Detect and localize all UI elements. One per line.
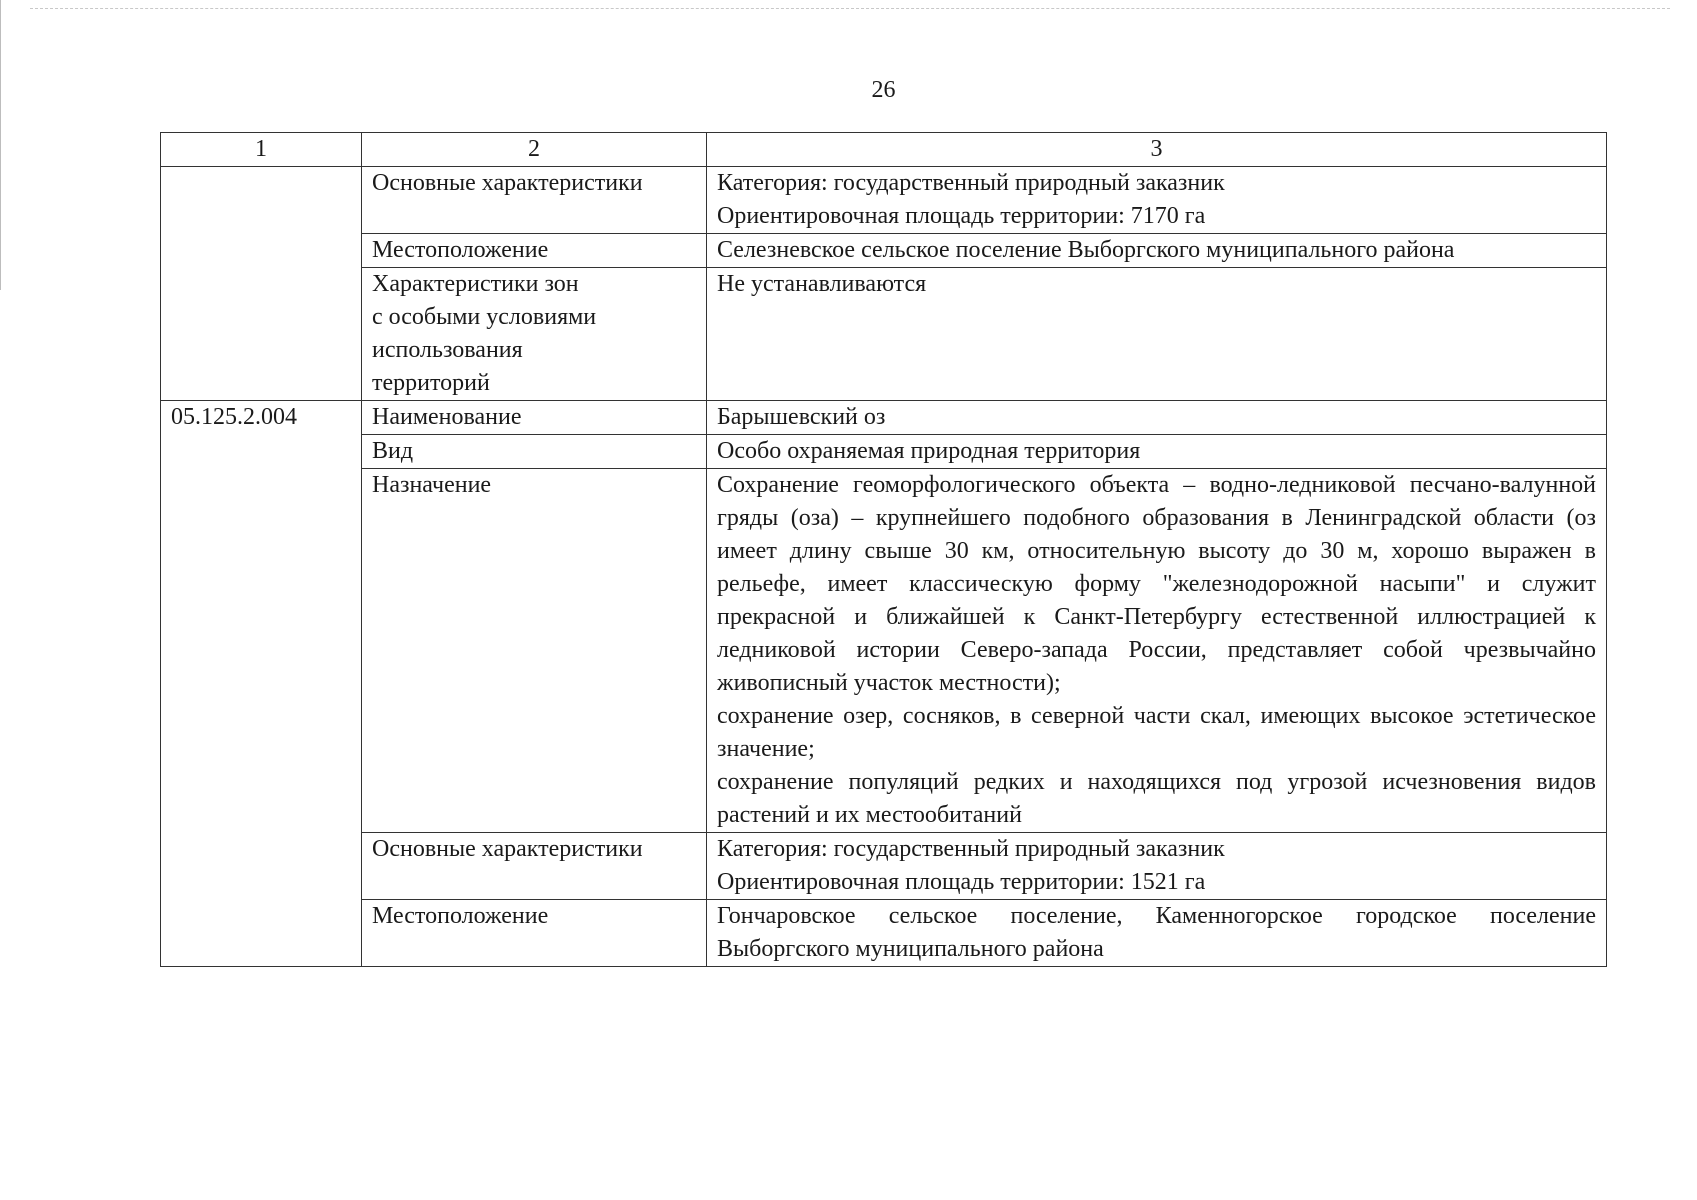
row-label: Основные характеристики — [362, 167, 707, 234]
value-line: Ориентировочная площадь территории: 1521 га — [717, 869, 1206, 895]
label-line: с особыми условиями — [372, 304, 597, 330]
row-value — [707, 833, 1607, 900]
value-line: Селезневское сельское поселение Выборгского муниципального района — [717, 237, 1455, 263]
scan-left-edge — [0, 0, 1, 290]
table-row — [161, 435, 1607, 469]
label-line: территорий — [372, 370, 490, 396]
value-line: Особо охраняемая природная территория — [717, 438, 1141, 464]
row-label: Назначение — [362, 469, 707, 833]
value-paragraph: Сохранение геоморфологического объекта – водно-ледниковой песчано-валунной гряды (оза) – крупнейшего подобного образования в Ленинградской области (оз имеет длину свыше 30 км, относительную высоту до 30 м, хорошо выражен в рельефе, имеет классическую форму "железнодорожной насыпи" и служит прекрасной и ближайшей к Санкт-Петербургу естественной иллюстрацией к ледниковой истории Северо-запада России, представляет собой чрезвычайно живописный участок местности); — [717, 472, 1596, 696]
header-cell-1: 1 — [161, 133, 362, 167]
table-header-row — [161, 133, 1607, 167]
table-row — [161, 833, 1607, 900]
row-value — [707, 234, 1607, 268]
value-line: Ориентировочная площадь территории: 7170 га — [717, 203, 1206, 229]
row-value — [707, 435, 1607, 469]
table-row — [161, 234, 1607, 268]
value-line: Категория: государственный природный заказник — [717, 836, 1225, 862]
object-code-cell: 05.125.2.004 — [161, 401, 362, 967]
table-row — [161, 401, 1607, 435]
row-label: Основные характеристики — [362, 833, 707, 900]
row-label: Наименование — [362, 401, 707, 435]
row-label: Местоположение — [362, 234, 707, 268]
value-line: Категория: государственный природный заказник — [717, 170, 1225, 196]
row-value — [707, 268, 1607, 401]
value-line: Не устанавливаются — [717, 271, 927, 297]
scan-top-border — [30, 8, 1670, 9]
row-label: Местоположение — [362, 900, 707, 967]
row-value — [707, 900, 1607, 967]
row-label: Вид — [362, 435, 707, 469]
table-row — [161, 469, 1607, 833]
table-row — [161, 167, 1607, 234]
value-paragraph: Гончаровское сельское поселение, Каменногорское городское поселение Выборгского муниципального района — [717, 903, 1596, 962]
characteristics-table — [160, 132, 1607, 967]
table-row — [161, 900, 1607, 967]
page-number: 26 — [871, 77, 896, 103]
label-line: Характеристики зон — [372, 271, 579, 297]
object-code-cell — [161, 167, 362, 401]
row-value — [707, 469, 1607, 833]
header-cell-2: 2 — [362, 133, 707, 167]
row-label — [362, 268, 707, 401]
row-value — [707, 167, 1607, 234]
row-value — [707, 401, 1607, 435]
value-paragraph: сохранение озер, сосняков, в северной части скал, имеющих высокое эстетическое значение; — [717, 703, 1596, 762]
value-paragraph: сохранение популяций редких и находящихся под угрозой исчезновения видов растений и их местообитаний — [717, 769, 1596, 828]
header-cell-3: 3 — [707, 133, 1607, 167]
label-line: использования — [372, 337, 523, 363]
table-row — [161, 268, 1607, 401]
value-line: Барышевский оз — [717, 404, 886, 430]
